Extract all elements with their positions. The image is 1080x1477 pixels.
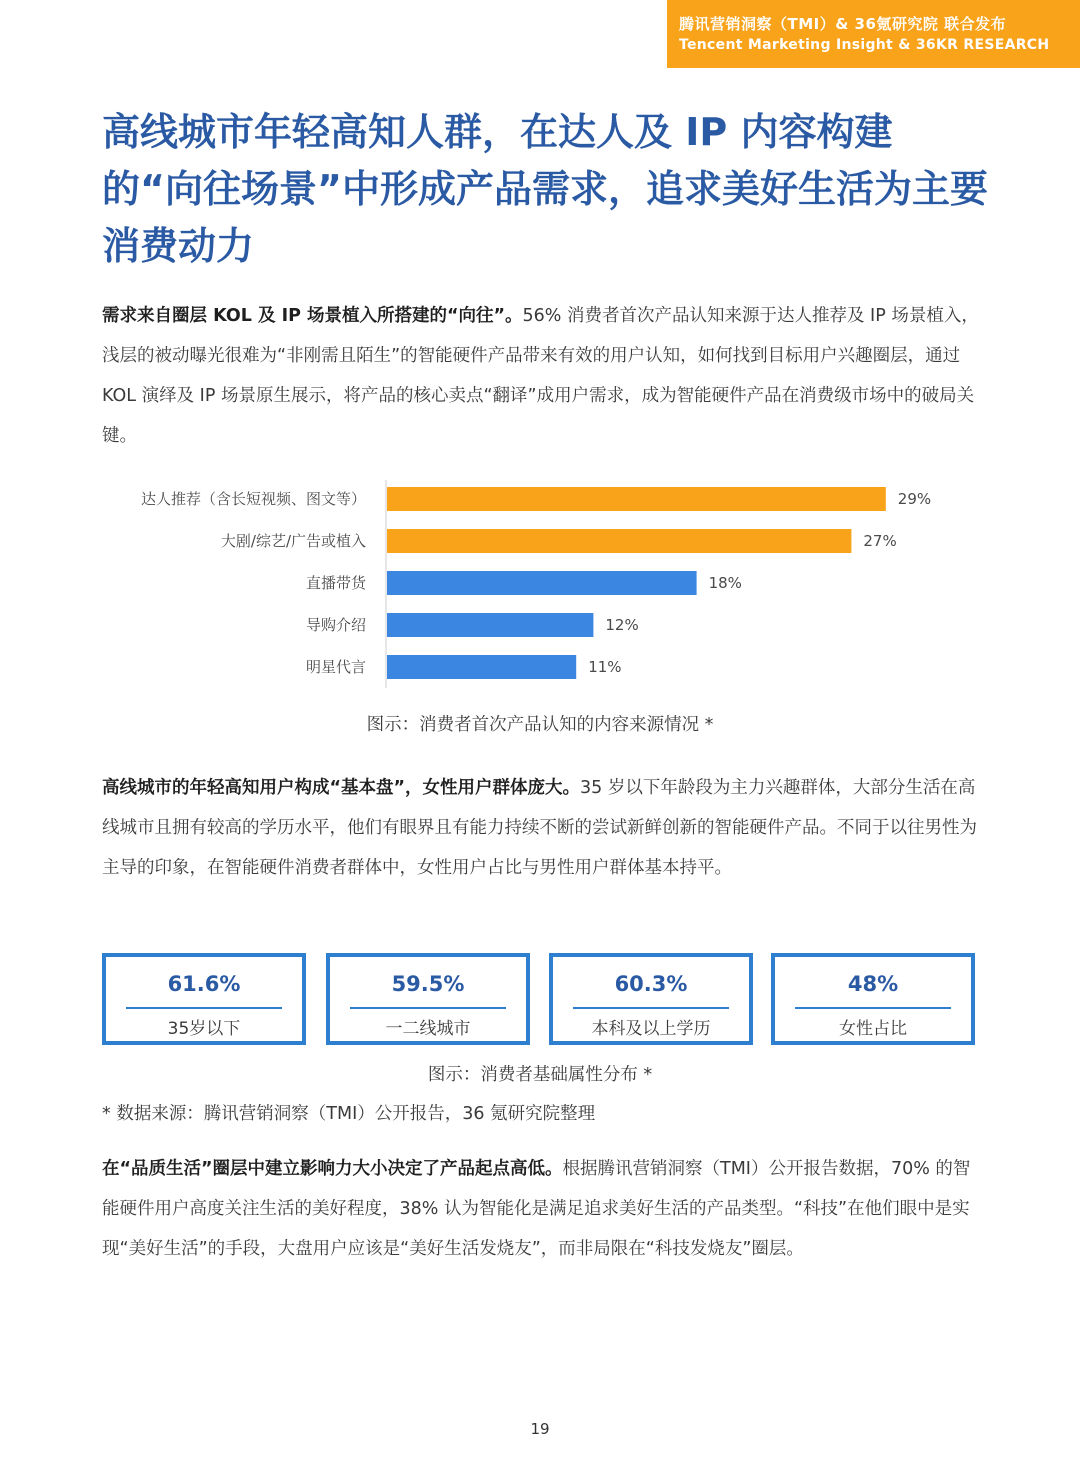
- stat-value: 59.5%: [391, 972, 465, 996]
- paragraph-quality-life: [102, 1149, 980, 1269]
- stat-divider: [350, 1007, 506, 1009]
- stat-label: 35岁以下: [167, 1019, 241, 1039]
- stat-value: 61.6%: [167, 972, 241, 996]
- data-source-note: * 数据来源：腾讯营销洞察（TMI）公开报告，36 氪研究院整理: [102, 1104, 596, 1124]
- stat-label: 本科及以上学历: [591, 1019, 711, 1039]
- paragraph-lead: 在“品质生活”圈层中建立影响力大小决定了产品起点高低。: [102, 1159, 563, 1179]
- bar: [387, 571, 697, 595]
- paragraph-lead: 高线城市的年轻高知用户构成“基本盘”，女性用户群体庞大。: [102, 778, 581, 798]
- stat-label: 女性占比: [839, 1019, 907, 1039]
- stat-label: 一二线城市: [385, 1019, 471, 1039]
- stat-value: 60.3%: [614, 972, 688, 996]
- stat-card-age: [102, 953, 306, 1045]
- paragraph-body: 35 岁以下年龄段为主力兴趣群体，大部分生活在高线城市且拥有较高的学历水平，他们有眼界且有能力持续不断的尝试新鲜创新的智能硬件产品。不同于以往男性为主导的印象，在智能硬件消费者群体中，女性用户占比与男性用户群体基本持平。: [102, 778, 977, 878]
- stats-caption: 图示：消费者基础属性分布 *: [427, 1065, 653, 1085]
- paragraph-demand-source: [102, 296, 980, 456]
- category-label: 明星代言: [305, 658, 366, 676]
- data-label: 11%: [588, 658, 622, 676]
- bar: [387, 613, 593, 637]
- bar: [387, 655, 576, 679]
- category-label: 直播带货: [305, 574, 366, 592]
- header-publisher-en: Tencent Marketing Insight & 36KR RESEARCH: [679, 37, 1050, 53]
- bar: [387, 487, 886, 511]
- category-label: 达人推荐（含长短视频、图文等）: [140, 490, 366, 508]
- category-label: 大剧/综艺/广告或植入: [220, 532, 366, 550]
- category-label: 导购介绍: [305, 616, 366, 634]
- stat-divider: [795, 1007, 951, 1009]
- paragraph-body: 根据腾讯营销洞察（TMI）公开报告数据，70% 的智能硬件用户高度关注生活的美好程度，38% 认为智能化是满足追求美好生活的产品类型。“科技”在他们眼中是实现“美好生活”的手段，大盘用户应该是“美好生活发烧友”，而非局限在“科技发烧友”圈层。: [102, 1159, 971, 1259]
- stat-card-female: [771, 953, 975, 1045]
- header-banner: [667, 0, 1080, 68]
- stat-card-education: [549, 953, 753, 1045]
- content-source-bar-chart: [100, 474, 1000, 694]
- chart-caption: 图示：消费者首次产品认知的内容来源情况 *: [366, 715, 714, 735]
- data-label: 29%: [897, 490, 932, 508]
- data-label: 27%: [863, 532, 897, 550]
- page-number: 19: [530, 1420, 550, 1438]
- page-title: 高线城市年轻高知人群，在达人及 IP 内容构建的“向往场景”中形成产品需求，追求美好生活为主要消费动力: [102, 110, 988, 268]
- stat-card-city: [326, 953, 530, 1045]
- data-label: 18%: [708, 574, 742, 592]
- bar: [387, 529, 851, 553]
- paragraph-body: 56% 消费者首次产品认知来源于达人推荐及 IP 场景植入，浅层的被动曝光很难为“非刚需且陌生”的智能硬件产品带来有效的用户认知，如何找到目标用户兴趣圈层，通过 KOL 演绎及 IP 场景原生展示，将产品的核心卖点“翻译”成用户需求，成为智能硬件产品在消费级市场中的破局关键。: [102, 306, 979, 446]
- header-publisher-cn: 腾讯营销洞察（TMI）& 36氪研究院 联合发布: [679, 15, 1007, 33]
- paragraph-user-profile: [102, 768, 980, 888]
- paragraph-lead: 需求来自圈层 KOL 及 IP 场景植入所搭建的“向往”。: [102, 306, 523, 326]
- stat-divider: [126, 1007, 282, 1009]
- stat-value: 48%: [847, 972, 899, 996]
- data-label: 12%: [605, 616, 639, 634]
- stat-divider: [573, 1007, 729, 1009]
